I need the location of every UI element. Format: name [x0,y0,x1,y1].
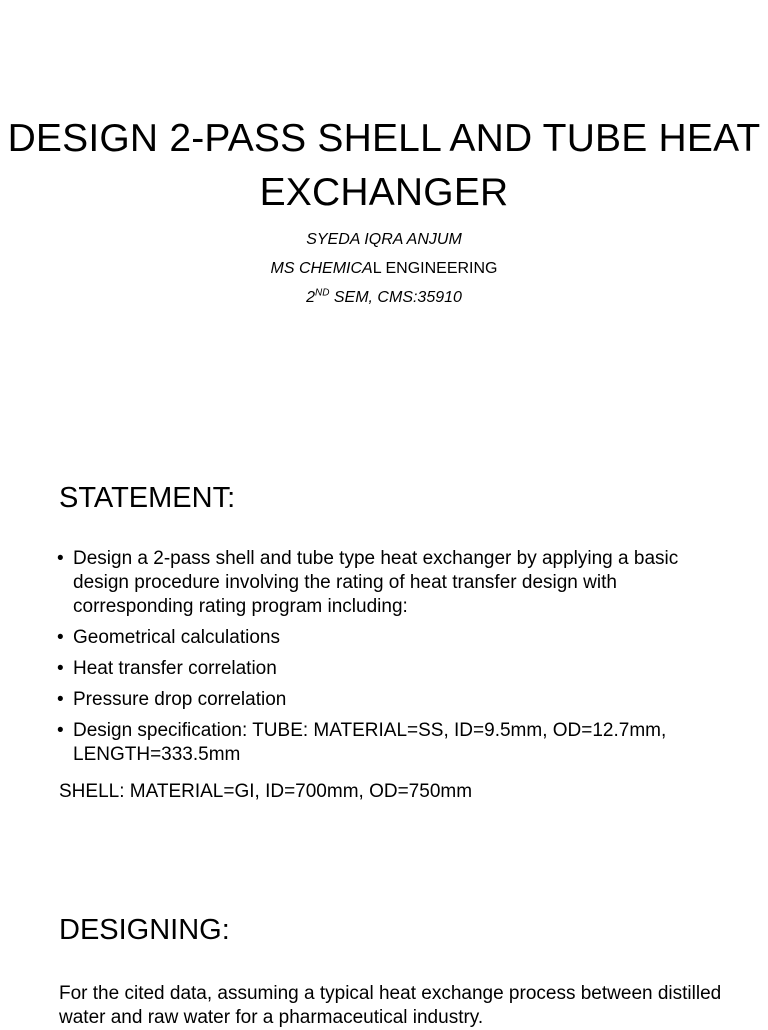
list-item [57,657,717,681]
title-slide [0,0,768,420]
semester-details: SEM, CMS:35910 [329,289,462,306]
bullet-icon: • [57,548,64,569]
bullet-text: Pressure drop correlation [73,689,287,710]
statement-bullet-list [57,547,717,774]
bullet-icon: • [57,627,64,648]
program-line [0,259,768,279]
bullet-text: Geometrical calculations [73,627,280,648]
list-item [57,547,717,619]
bullet-icon: • [57,689,64,710]
author-name: SYEDA IQRA ANJUM [306,231,462,248]
designing-heading: DESIGNING: [59,914,230,946]
bullet-icon: • [57,658,64,679]
bullet-text: Design specification: TUBE: MATERIAL=SS, ID=9.5mm, OD=12.7mm, LENGTH=333.5mm [73,720,667,765]
shell-specification: SHELL: MATERIAL=GI, ID=700mm, OD=750mm [59,781,473,802]
list-item [57,626,717,650]
statement-heading: STATEMENT: [59,482,236,514]
list-item [57,688,717,712]
list-item [57,719,717,767]
page-title: DESIGN 2-PASS SHELL AND TUBE HEAT EXCHANGER [7,117,761,214]
semester-number: 2 [306,289,315,306]
bullet-text: Heat transfer correlation [73,658,277,679]
program-italic-part: MS CHEMICA [270,260,373,277]
program-regular-part: L ENGINEERING [372,260,498,277]
bullet-icon: • [57,720,64,741]
designing-text: For the cited data, assuming a typical heat exchange process between distilled water and raw water for a pharmaceutical industry. [59,983,722,1028]
bullet-text: Design a 2-pass shell and tube type heat exchanger by applying a basic design procedure involving the rating of heat transfer design with corresponding rating program including: [73,548,679,617]
semester-line [0,288,768,308]
semester-superscript: ND [314,287,330,299]
